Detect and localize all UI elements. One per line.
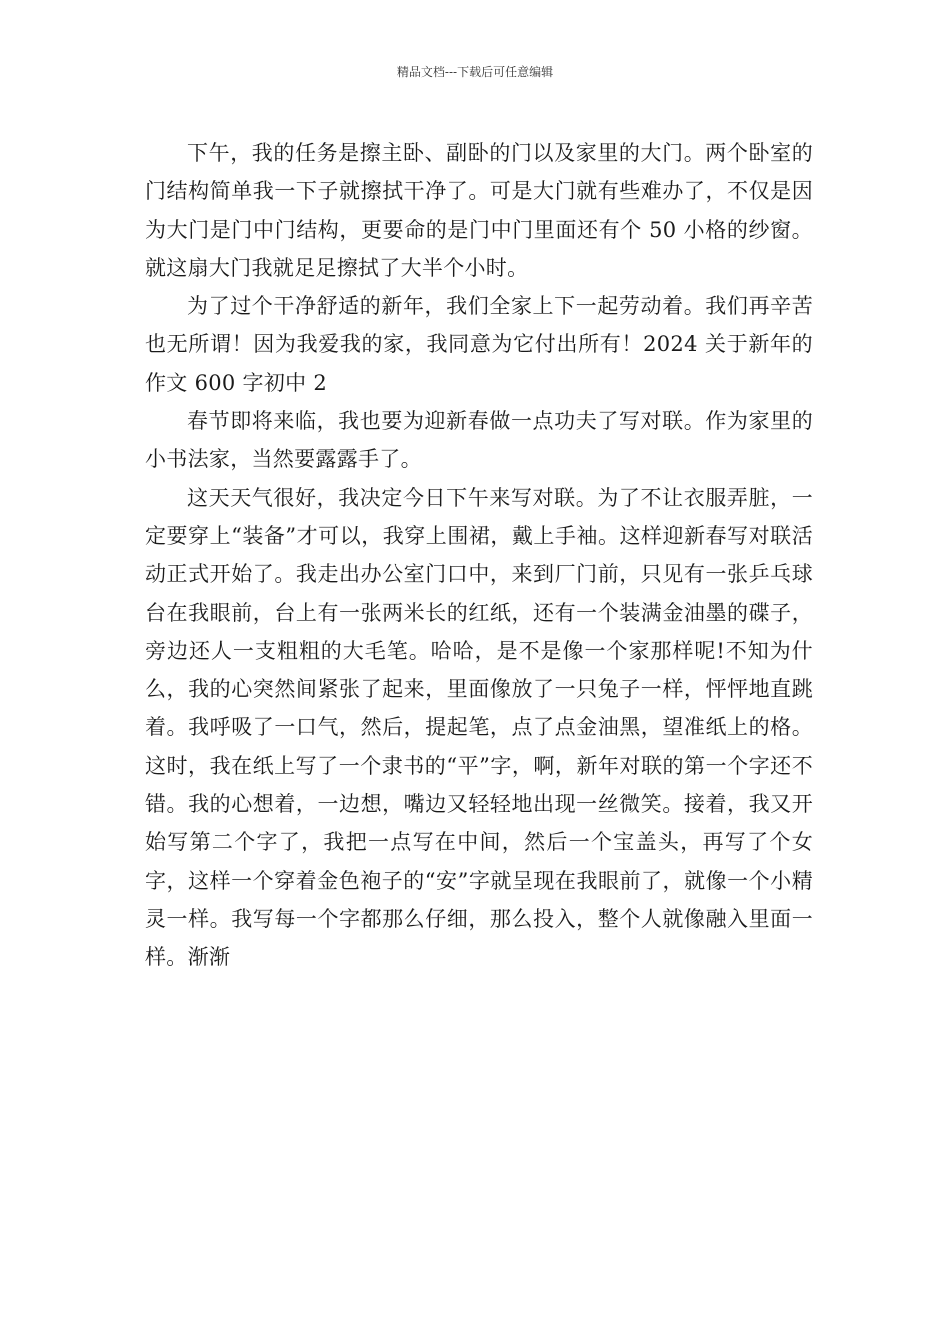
paragraph-4: 这天天气很好，我决定今日下午来写对联。为了不让衣服弄脏，一定要穿上“装备”才可以，我穿上围裙，戴上手袖。这样迎新春写对联活动正式开始了。我走出办公室门口中，来到厂门前，只见有一张乒乓球台在我眼前，台上有一张两米长的红纸，还有一个装满金油墨的碟子，旁边还人一支粗粗的大毛笔。哈哈，是不是像一个家那样呢!不知为什么，我的心突然间紧张了起来，里面像放了一只兔子一样，怦怦地直跳着。我呼吸了一口气，然后，提起笔，点了点金油黑，望准纸上的格。这时，我在纸上写了一个隶书的“平”字，啊，新年对联的第一个字还不错。我的心想着，一边想，嘴边又轻轻地出现一丝微笑。接着，我又开始写第二个字了，我把一点写在中间，然后一个宝盖头，再写了个女字，这样一个穿着金色袍子的“安”字就呈现在我眼前了，就像一个小精灵一样。我写每一个字都那么仔细，那么投入，整个人就像融入里面一样。渐渐 bbox=[145, 485, 813, 970]
page-header: 精品文档---下载后可任意编辑 bbox=[396, 65, 554, 79]
document-body bbox=[145, 134, 813, 977]
paragraph-3: 春节即将来临，我也要为迎新春做一点功夫了写对联。作为家里的小书法家，当然要露露手了。 bbox=[145, 409, 813, 472]
paragraph-2: 为了过个干净舒适的新年，我们全家上下一起劳动着。我们再辛苦也无所谓！因为我爱我的家，我同意为它付出所有！2024 关于新年的作文 600 字初中 2 bbox=[145, 294, 813, 395]
paragraph-1: 下午，我的任务是擦主卧、副卧的门以及家里的大门。两个卧室的门结构简单我一下子就擦拭干净了。可是大门就有些难办了，不仅是因为大门是门中门结构，更要命的是门中门里面还有个 50 小格的纱窗。就这扇大门我就足足擦拭了大半个小时。 bbox=[145, 141, 813, 280]
